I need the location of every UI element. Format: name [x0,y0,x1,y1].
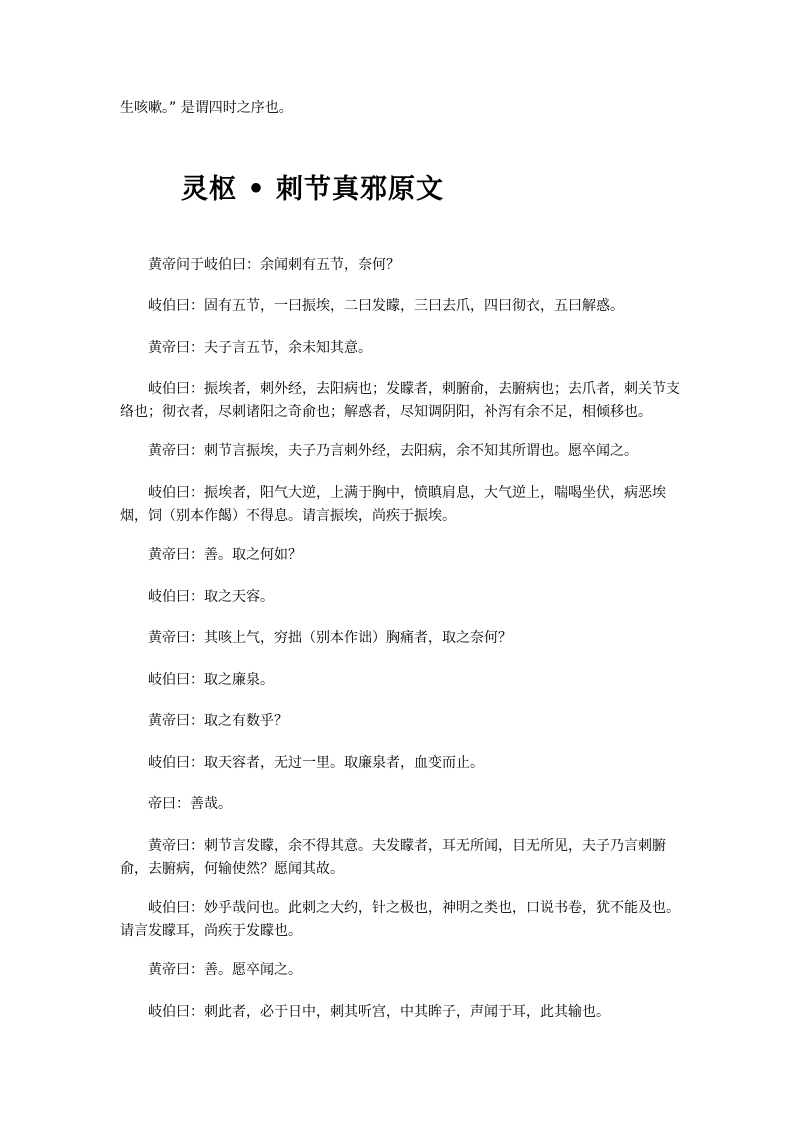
paragraph: 黄帝曰：刺节言振埃，夫子乃言刺外经，去阳病，余不知其所谓也。愿卒闻之。 [148,443,638,459]
paragraph: 黄帝曰：善。取之何如？ [148,547,302,563]
paragraph: 岐伯曰：固有五节，一曰振埃，二曰发矇，三曰去爪，四曰彻衣，五曰解惑。 [148,298,624,314]
paragraph: 黄帝曰：善。愿卒闻之。 [148,962,302,978]
paragraph: 黄帝曰：刺节言发矇，余不得其意。夫发矇者，耳无所闻，目无所见，夫子乃言刺腑俞，去腑病，何输使然？愿闻其故。 [120,838,666,877]
paragraph: 岐伯曰：振埃者，刺外经，去阳病也；发矇者，刺腑俞，去腑病也；去爪者，刺关节支络也；彻衣者，尽刺诸阳之奇俞也；解惑者，尽知调阴阳，补泻有余不足，相倾移也。 [120,381,680,420]
paragraph: 岐伯曰：取之天容。 [148,589,274,605]
paragraph: 黄帝曰：取之有数乎？ [148,713,288,729]
paragraph: 岐伯曰：取天容者，无过一里。取廉泉者，血变而止。 [148,755,484,771]
paragraph: 岐伯曰：振埃者，阳气大逆，上满于胸中，愤瞋肩息，大气逆上，喘喝坐伏，病恶埃烟，饲（别本作餲）不得息。请言振埃，尚疾于振埃。 [120,485,666,524]
paragraph: 岐伯曰：取之廉泉。 [148,672,274,688]
section-title: 灵枢 • 刺节真邪原文 [181,174,445,205]
paragraph: 帝曰：善哉。 [148,796,232,812]
paragraph: 岐伯曰：妙乎哉问也。此刺之大约，针之极也，神明之类也，口说书卷，犹不能及也。请言发矇耳，尚疾于发矇也。 [120,900,680,939]
paragraph: 黄帝曰：其咳上气，穷拙（别本作诎）胸痛者，取之奈何？ [148,630,512,646]
paragraph: 岐伯曰：刺此者，必于日中，刺其听宫，中其眸子，声闻于耳，此其输也。 [148,1004,610,1020]
intro-line: 生咳嗽。” 是谓四时之序也。 [120,100,293,116]
paragraph: 黄帝问于岐伯曰：余闻刺有五节，奈何？ [148,257,400,273]
paragraph: 黄帝曰：夫子言五节，余未知其意。 [148,340,372,356]
